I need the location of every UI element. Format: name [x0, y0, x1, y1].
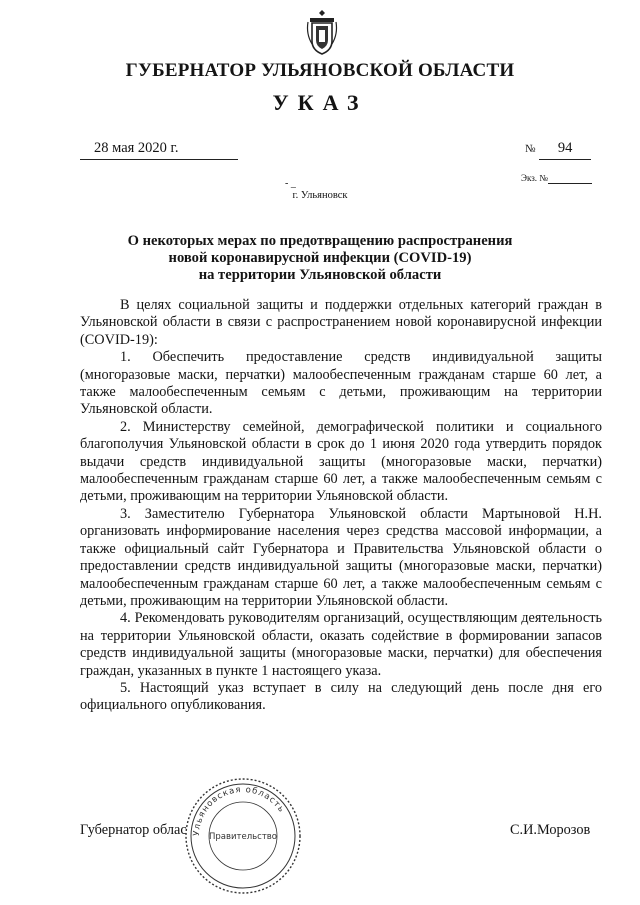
- title-line: О некоторых мерах по предотвращению распространения: [127, 233, 513, 249]
- document-city: г. Ульяновск: [292, 190, 348, 201]
- document-type: УКАЗ: [272, 90, 368, 115]
- title-line: на территории Ульяновской области: [198, 267, 442, 283]
- body-paragraph-1: 1. Обеспечить предоставление средств индивидуальной защиты (многоразовые маски, перчатки) малообеспеченным гражданам старше 60 лет, а также малообеспеченным семьям с детьми, проживающим на территории Ульяновской области.: [80, 349, 602, 418]
- copy-label: Экз. №: [521, 173, 548, 183]
- official-seal-icon: [183, 776, 303, 896]
- document-date: 28 мая 2020 г.: [80, 140, 238, 160]
- copy-line: [548, 173, 592, 184]
- document-number: 94: [539, 140, 591, 160]
- copy-number-block: [521, 173, 592, 184]
- issuer-title: ГУБЕРНАТОР УЛЬЯНОВСКОЙ ОБЛАСТИ: [125, 60, 515, 81]
- seal-center-text: Правительство: [209, 832, 277, 842]
- coat-of-arms-icon: [305, 8, 339, 58]
- document-body: [80, 297, 602, 715]
- title-line: новой коронавирусной инфекции (COVID-19): [168, 250, 472, 266]
- seal-ring-text: Ульяновская область: [191, 784, 287, 837]
- number-sign: №: [525, 143, 536, 155]
- body-paragraph-preamble: В целях социальной защиты и поддержки отдельных категорий граждан в Ульяновской области в связи с распространением новой коронавирусной инфекции (COVID-19):: [80, 297, 602, 348]
- body-paragraph-2: 2. Министерству семейной, демографической политики и социального благополучия Ульяновской области в срок до 1 июня 2020 года утвердить порядок выдачи средств индивидуальной защиты (многоразовые маски, перчатки) малообеспеченным гражданам старше 60 лет, а также малообеспеченным семьям с детьми, проживающим на территории Ульяновской области.: [80, 418, 602, 505]
- body-paragraph-3: 3. Заместителю Губернатора Ульяновской области Мартыновой Н.Н. организовать информирование населения через средства массовой информации, а также официальный сайт Губернатора и Правительства Ульяновской области о предоставлении средств индивидуальной защиты (многоразовые маски, перчатки) малообеспеченным гражданам старше 60 лет, а также малообеспеченным семьям с детьми, проживающим на территории Ульяновской области.: [80, 505, 602, 609]
- signer-name: С.И.Морозов: [510, 822, 591, 838]
- signer-role: Губернатор облас: [80, 822, 187, 838]
- document-title: [100, 233, 540, 284]
- document-number-block: [525, 140, 591, 160]
- body-paragraph-5: 5. Настоящий указ вступает в силу на следующий день после дня его официального опубликования.: [80, 679, 602, 714]
- dash-mark: - _: [285, 178, 296, 189]
- body-paragraph-4: 4. Рекомендовать руководителям организаций, осуществляющим деятельность на территории Ульяновской области, оказать содействие в формировании запасов средств индивидуальной защиты (многоразовые маски, перчатки) для обеспечения граждан, указанных в пункте 1 настоящего указа.: [80, 610, 602, 679]
